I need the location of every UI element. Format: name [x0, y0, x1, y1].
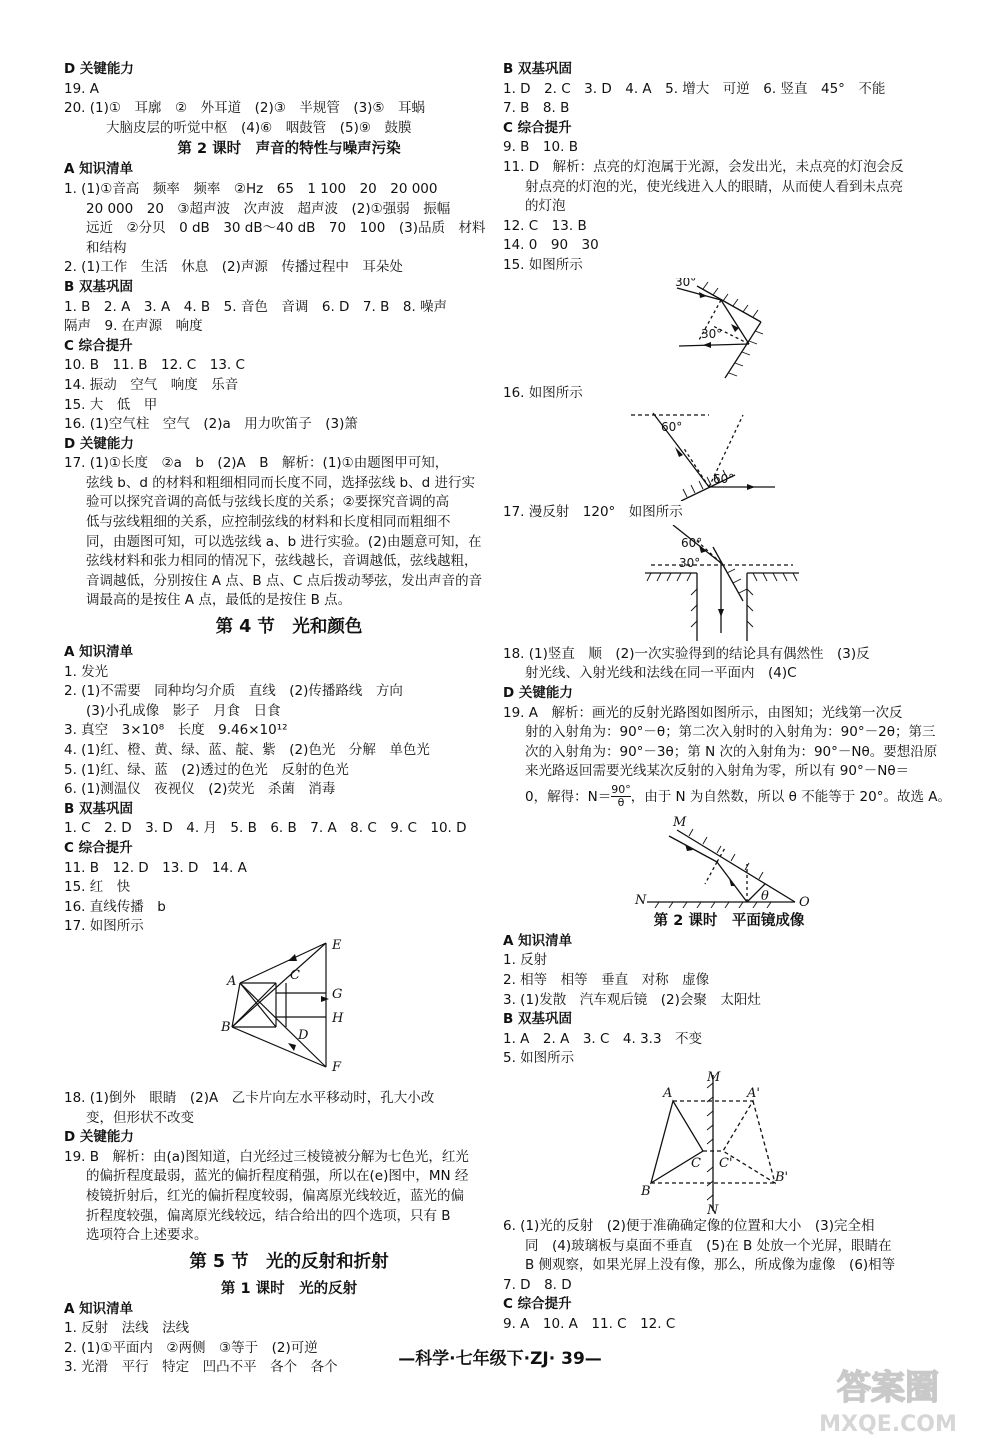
hatch [793, 573, 797, 581]
section-head: D 关键能力 [503, 684, 573, 701]
hatch [739, 589, 747, 593]
hatch [697, 902, 701, 908]
answer-line: 同 (4)玻璃板与桌面不垂直 (5)在 B 处放一个光屏，眼睛在 [525, 1237, 892, 1254]
mirror-line [713, 547, 743, 601]
hatch [743, 305, 748, 312]
section-head: B 双基巩固 [503, 61, 572, 77]
fig-label: D [298, 1027, 309, 1043]
fig-label: N [707, 1203, 719, 1216]
answer-line: 调最高的是按住 A 点，最低的是按住 B 点。 [86, 592, 352, 609]
ray-line [232, 943, 326, 1027]
section-head: A 知识清单 [64, 161, 134, 178]
hatch [683, 489, 687, 497]
answer-line: 验可以探究音调的高低与弦线长度的关系；②要探究音调的高 [86, 494, 450, 511]
answer-line: 音调越低，分别按住 A 点、B 点、C 点后拨动琴弦，发出声音的音 [86, 572, 483, 589]
angle-label: 60° [713, 472, 735, 487]
fig-label: M [707, 1071, 721, 1086]
answer-line: 射光线、入射光线和法线在同一平面内 (4)C [525, 665, 797, 682]
hatch [747, 605, 753, 611]
answer-line: 3. (1)发散 汽车观后镜 (2)会聚 太阳灶 [503, 991, 761, 1008]
hatch [707, 477, 711, 485]
hatch [699, 481, 703, 489]
ray-line [240, 983, 326, 1067]
answer-line: 1. (1)①音高 频率 频率 ②Hz 65 1 100 20 20 000 [64, 180, 438, 197]
hatch [731, 854, 735, 861]
answer-line: 7. D 8. D [503, 1276, 572, 1293]
answer-line: 17. 如图所示 [64, 918, 144, 935]
section-title: 第 5 节 光的反射和折射 [189, 1251, 389, 1272]
hatch [747, 621, 753, 627]
fraction-numerator: 90° [611, 783, 631, 797]
answer-line: 次的入射角为：90°－3θ；第 N 次的入射角为：90°－Nθ。要想沿原 [525, 743, 938, 760]
fig-label: A' [747, 1086, 760, 1102]
hatch [735, 363, 743, 366]
answer-line: 9. B 10. B [503, 139, 578, 156]
answer-line: 17. 漫反射 120° 如图所示 [503, 504, 683, 521]
hatch [753, 310, 758, 317]
hatch [703, 282, 708, 289]
hatch [742, 352, 750, 355]
answer-line: 3. 光滑 平行 特定 凹凸不平 各个 各个 [64, 1359, 338, 1376]
answer-line: 1. D 2. C 3. D 4. A 5. 增大 可逆 6. 竖直 45° 不能 [503, 80, 886, 97]
answer-line: 18. (1)倒外 眼睛 (2)A 乙卡片向左水平移动时，孔大小改 [64, 1089, 435, 1106]
answer-line: 16. 如图所示 [503, 384, 583, 401]
hatch [707, 1111, 713, 1116]
page-footer: —科学·七年级下·ZJ· 39— [398, 1349, 602, 1369]
answer-line: 2. (1)①平面内 ②两侧 ③等于 (2)可逆 [64, 1339, 318, 1356]
hatch [753, 902, 757, 908]
ray-line [232, 1027, 326, 1067]
section-head: B 双基巩固 [64, 800, 133, 817]
hatch [707, 1195, 713, 1200]
fig-label: C [691, 1156, 701, 1172]
ray-line [240, 943, 326, 983]
hatch [655, 902, 659, 908]
answer-line: 选项符合上述要求。 [86, 1227, 208, 1244]
answer-line: 19. A 解析：画光的反射光路图如图所示，由图知；光线第一次反 [503, 704, 903, 721]
hatch [749, 341, 757, 344]
answer-line: 6. (1)测温仪 夜视仪 (2)荧光 杀菌 消毒 [64, 781, 336, 798]
answer-line: 20 000 20 ③超声波 次声波 超声波 (2)①强弱 振幅 [86, 200, 451, 217]
answer-line: 15. 红 快 [64, 879, 131, 896]
hatch [733, 579, 741, 583]
hatch [647, 573, 651, 581]
fig-label: G [332, 986, 343, 1002]
angle-label: 30° [701, 326, 723, 341]
hatch [739, 902, 743, 908]
ray-line [240, 983, 276, 1027]
lesson-title: 第 2 课时 声音的特性与噪声污染 [177, 141, 401, 158]
answer-line: 折程度较强，偏离原光线较远，结合给出的四个选项，只有 B [86, 1207, 451, 1224]
watermark-url: MXQE.COM [819, 1412, 957, 1437]
answer-line: 1. 反射 [503, 952, 548, 969]
answer-line: 来光路返回需要光线某次反射的入射角为零，所以有 90°－Nθ＝ [525, 763, 910, 780]
hatch [713, 288, 718, 295]
answer-line: 1. A 2. A 3. C 4. 3.3 不变 [503, 1030, 703, 1047]
answer-line: 2. (1)工作 生活 休息 (2)声源 传播过程中 耳朵处 [64, 259, 403, 276]
hatch [669, 902, 673, 908]
hatch [707, 1167, 713, 1172]
answer-line: 1. B 2. A 3. A 4. B 5. 音色 音调 6. D 7. B 8. 噪声 [64, 298, 448, 315]
answer-line: 的灯泡 [525, 198, 566, 215]
fig-label: C' [719, 1156, 733, 1172]
section-head: B 双基巩固 [503, 1011, 572, 1028]
answer-line: 20. (1)① 耳廓 ② 外耳道 (2)③ 半规管 (3)⑤ 耳蜗 [64, 100, 426, 117]
arrow-icon [703, 342, 711, 348]
hatch [677, 573, 681, 581]
fig-label: A [227, 973, 237, 989]
hatch [759, 872, 763, 879]
hatch [689, 829, 693, 836]
hatch [747, 589, 753, 595]
hatch [683, 902, 687, 908]
hatch [753, 573, 757, 581]
section-head: D 关键能力 [64, 1129, 134, 1146]
fig-label: H [332, 1010, 344, 1026]
mirror-line [677, 830, 795, 902]
answer-line: 1. 发光 [64, 663, 109, 680]
answer-line: 隔声 9. 在声源 响度 [64, 318, 203, 335]
section-head: D 关键能力 [64, 61, 134, 77]
answer-line: 11. B 12. D 13. D 14. A [64, 859, 247, 876]
fig-label: C [290, 967, 300, 983]
watermark-logo [788, 1359, 988, 1439]
arrow-icon [747, 484, 755, 490]
answer-line: 弦线 b、d 的材料和粗细相同而长度不同，选择弦线 b、d 进行实 [86, 474, 475, 491]
answer-line: 同，由题图可知，可以选弦线 a、b 进行实验。(2)由题意可知，在 [86, 533, 482, 550]
fig-label: A [663, 1086, 673, 1102]
lesson-title: 第 1 课时 光的反射 [220, 1280, 358, 1297]
hatch [691, 589, 697, 595]
answer-line: 16. (1)空气柱 空气 (2)a 用力吹笛子 (3)箫 [64, 416, 358, 433]
hatch [717, 846, 721, 853]
answer-line: 变，但形状不改变 [86, 1109, 194, 1126]
q15-diagram [503, 278, 953, 382]
answer-line: 5. (1)红、绿、蓝 (2)透过的色光 反射的色光 [64, 761, 349, 778]
answer-line: 18. (1)竖直 顺 (2)一次实验得到的结论具有偶然性 (3)反 [503, 645, 870, 662]
pinhole-diagram [64, 939, 514, 1087]
mirror-line [697, 286, 761, 322]
q17-diagram [503, 525, 953, 643]
fig-label: F [332, 1059, 342, 1075]
section-head: C 综合提升 [503, 1296, 572, 1313]
arrow-icon [288, 954, 297, 961]
answer-line: 10. B 11. B 12. C 13. C [64, 357, 245, 374]
angle-label: 60° [681, 535, 703, 550]
arrow-icon [288, 1043, 296, 1051]
ray-line [679, 344, 749, 346]
answer-line: 17. (1)①长度 ②a b (2)A B 解析：(1)①由题图甲可知， [64, 455, 449, 472]
fig-label: N [635, 892, 647, 908]
answer-line: 4. (1)红、橙、黄、绿、蓝、靛、紫 (2)色光 分解 单色光 [64, 742, 430, 758]
answer-line: 低与弦线粗细的关系，应控制弦线的材料和长度相同而粗细不 [86, 514, 451, 531]
answer-line: 大脑皮层的听觉中枢 (4)⑥ 咽鼓管 (5)⑨ 鼓膜 [106, 119, 412, 136]
answer-line: 14. 0 90 30 [503, 237, 599, 254]
answer-line: 15. 大 低 甲 [64, 396, 158, 413]
hatch [783, 573, 787, 581]
answer-line: 射的入射角为：90°－θ；第二次入射时的入射角为：90°－2θ；第三 [525, 724, 936, 741]
fig-label: B [641, 1184, 651, 1200]
ray-line [721, 300, 749, 344]
hatch [667, 573, 671, 581]
answer-line: 弦线材料和张力相同的情况下，弦线越长，音调越低，弦线越粗， [86, 553, 478, 570]
hatch [707, 1139, 713, 1144]
angle-label: 60° [661, 420, 683, 435]
normal-line [683, 447, 709, 487]
formula-text: 0，解得：N＝ [525, 788, 612, 805]
hatch [723, 294, 728, 301]
answer-line: 1. 反射 法线 法线 [64, 1320, 190, 1337]
answer-line: 的偏折程度最弱，蓝光的偏折程度稍强，所以在(e)图中，MN 经 [86, 1168, 469, 1185]
hatch [755, 331, 763, 334]
formula-text: ，由于 N 为自然数，所以 θ 不能等于 20°。故选 A。 [630, 788, 951, 805]
fraction [611, 784, 631, 809]
ray-line [677, 288, 721, 300]
answer-line: 5. 如图所示 [503, 1050, 575, 1067]
answer-line: (3)小孔成像 影子 月食 日食 [86, 702, 281, 719]
answer-line: 16. 直线传播 b [64, 898, 166, 915]
hatch [707, 1125, 713, 1130]
hatch [725, 902, 729, 908]
mirror-line [725, 322, 761, 378]
answer-line: 1. C 2. D 3. D 4. 月 5. B 6. B 7. A 8. C 9. C 10. D [64, 820, 467, 837]
q16-diagram [503, 405, 953, 501]
answer-line: 7. B 8. B [503, 100, 570, 117]
hatch [727, 569, 735, 573]
section-head: A 知识清单 [64, 644, 134, 661]
watermark-text: 答案圈 [837, 1368, 939, 1408]
answer-line: 棱镜折射后，红光的偏折程度较弱，偏离原光线较近，蓝光的偏 [86, 1187, 464, 1204]
fig-label: B [221, 1019, 231, 1035]
fig-label: B' [775, 1170, 789, 1186]
answer-line: 2. 相等 相等 垂直 对称 虚像 [503, 972, 710, 989]
hatch [763, 573, 767, 581]
answer-line: 19. A [64, 80, 99, 97]
answer-line: 6. (1)光的反射 (2)便于准确确定像的位置和大小 (3)完全相 [503, 1218, 875, 1235]
answer-line: 2. (1)不需要 同种均匀介质 直线 (2)传播路线 方向 [64, 683, 403, 700]
answer-line: 和结构 [86, 239, 127, 256]
answer-line: 19. B 解析：由(a)图知道，白光经过三棱镜被分解为七色光，红光 [64, 1148, 469, 1165]
normal-line [705, 862, 717, 884]
answer-line: 12. C 13. B [503, 217, 587, 234]
fig-label: O [799, 894, 810, 908]
hatch [691, 485, 695, 493]
hatch [657, 573, 661, 581]
answer-line: 14. 振动 空气 响度 乐音 [64, 376, 239, 393]
section-head: C 综合提升 [503, 119, 572, 136]
section-head: B 双基巩固 [64, 278, 133, 295]
fig-label: M [673, 814, 687, 830]
answer-line: 3. 真空 3×10⁸ 长度 9.46×10¹² [64, 722, 288, 739]
section-head: A 知识清单 [64, 1300, 134, 1317]
answer-line: 远近 ②分贝 0 dB 30 dB～40 dB 70 100 (3)品质 材料 [86, 220, 486, 237]
lesson-title: 第 2 课时 平面镜成像 [653, 912, 805, 929]
answer-line: 15. 如图所示 [503, 256, 583, 273]
answer-line-fraction [503, 782, 955, 812]
mirror-image-diagram [503, 1071, 953, 1215]
section-head: C 综合提升 [64, 839, 133, 856]
hatch [711, 902, 715, 908]
fig-label: θ [761, 888, 769, 904]
answer-line: B 侧观察，如果光屏上没有像，那么，所成像为虚像 (6)相等 [525, 1257, 896, 1274]
section-head: D 关键能力 [64, 435, 134, 452]
fig-label: E [332, 938, 342, 953]
fraction-denominator: θ [617, 796, 625, 810]
hatch [687, 573, 691, 581]
right-column [503, 60, 955, 1335]
hatch [729, 373, 737, 376]
left-column [64, 60, 514, 1378]
arrow-icon [699, 292, 707, 298]
answer-line: 射点亮的灯泡的光，使光线进入人的眼睛，从而使人看到未点亮 [525, 178, 903, 195]
angle-label: 30° [679, 555, 701, 570]
angle-label: 30° [675, 277, 697, 289]
section-title: 第 4 节 光和颜色 [215, 617, 363, 638]
answer-line: 11. D 解析：点亮的灯泡属于光源，会发出光，未点亮的灯泡会反 [503, 158, 904, 175]
hatch [691, 621, 697, 627]
hatch [691, 605, 697, 611]
q19-diagram [503, 814, 953, 908]
hatch [703, 837, 707, 844]
arrow-icon [321, 996, 329, 1002]
arrow-icon [685, 844, 693, 851]
section-head: C 综合提升 [64, 337, 133, 354]
hatch [733, 299, 738, 306]
answer-line: 9. A 10. A 11. C 12. C [503, 1316, 676, 1332]
section-head: A 知识清单 [503, 932, 573, 949]
hatch [773, 573, 777, 581]
arrow-icon [718, 609, 724, 617]
